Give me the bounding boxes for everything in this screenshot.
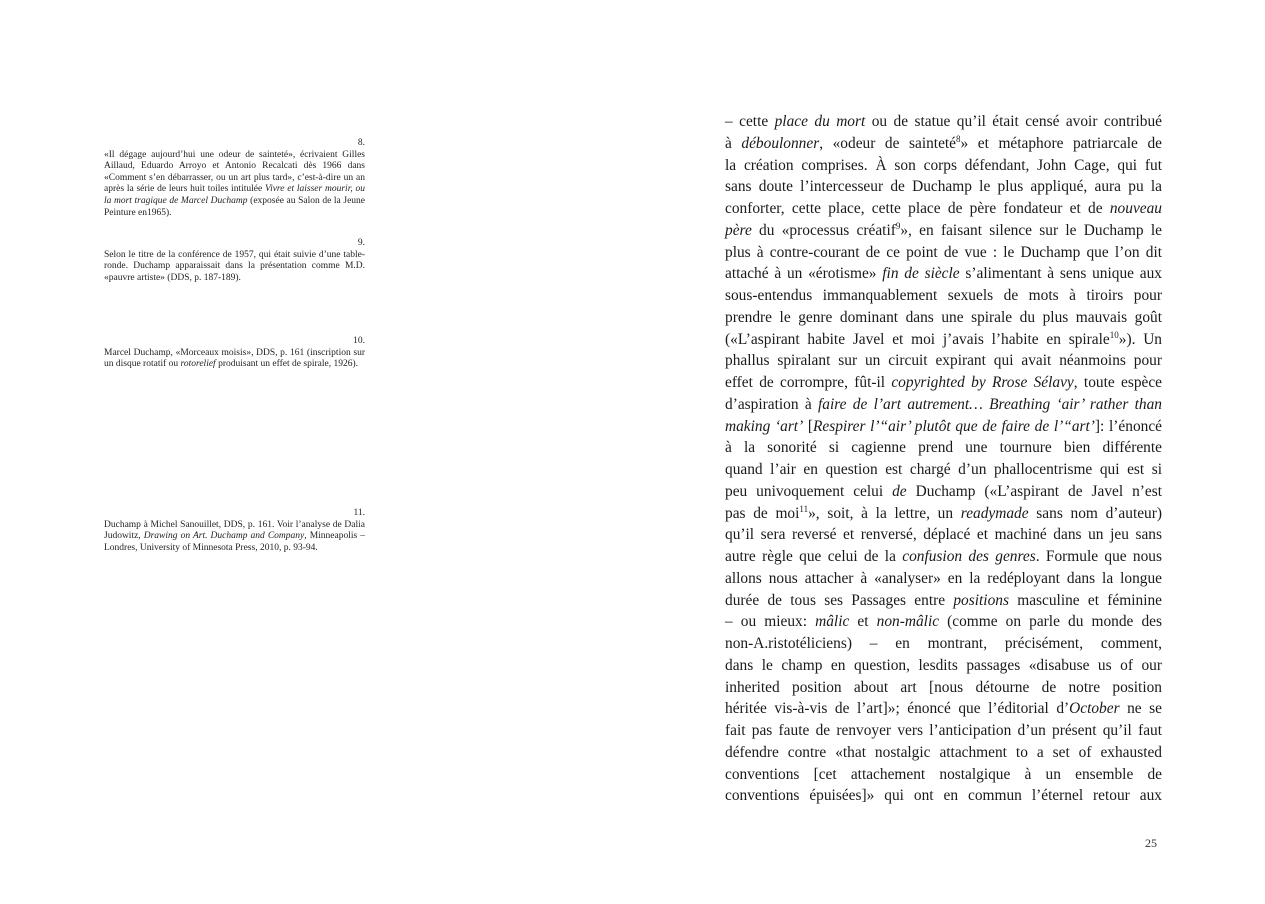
body-line bbox=[725, 437, 1162, 459]
text-segment: peu univoquement celui bbox=[725, 482, 893, 500]
footnote-reference: 10 bbox=[1109, 329, 1119, 340]
body-line bbox=[725, 133, 1162, 155]
footnote-8 bbox=[104, 138, 365, 219]
body-line bbox=[725, 329, 1162, 351]
footnote-text bbox=[104, 520, 365, 555]
text-segment: qu’il sera reversé et renversé, déplacé et machiné dans un jeu sans bbox=[725, 526, 1162, 544]
footnote-reference: 8 bbox=[956, 133, 961, 144]
italic-segment: positions bbox=[953, 591, 1009, 609]
text-segment: , toute espèce bbox=[1073, 374, 1163, 391]
text-segment: héritée vis-à-vis de l’art]»; énoncé que l’éditorial d’ bbox=[725, 700, 1070, 718]
body-line bbox=[725, 524, 1162, 546]
text-segment: masculine et féminine bbox=[1008, 591, 1163, 609]
text-segment: fait pas faute de renvoyer vers l’anticipation d’un présent qu’il faut bbox=[725, 722, 1162, 739]
text-segment: ]: l’énoncé bbox=[1094, 417, 1162, 435]
text-segment: effet de corrompre, fût-il bbox=[725, 374, 892, 391]
italic-segment: fin de siècle bbox=[882, 265, 960, 283]
text-segment: sous-entendus immanquablement sexuels de mots à tiroirs pour bbox=[725, 287, 1162, 304]
italic-segment: déboulonner bbox=[741, 134, 820, 152]
text-segment: attaché à un «érotisme» bbox=[725, 265, 883, 283]
footnote-segment: (exposée au Salon de la Jeune Peinture en1965). bbox=[104, 195, 365, 218]
body-text-column bbox=[725, 111, 1162, 807]
footnote-number: 8. bbox=[357, 138, 365, 148]
footnote-11 bbox=[104, 508, 365, 554]
text-segment: conventions épuisées]» qui ont en commun l’éternel retour aux bbox=[725, 787, 1162, 805]
text-segment: à la sonorité si cagienne prend une tournure bien différente bbox=[725, 439, 1162, 457]
text-segment: quand l’air en question est chargé d’un phallocentrisme qui est si bbox=[725, 461, 1162, 478]
text-segment: autre règle que celui de la bbox=[725, 548, 903, 565]
body-line bbox=[725, 568, 1162, 590]
text-segment: [ bbox=[803, 417, 814, 435]
text-segment: défendre contre «that nostalgic attachment to a set of exhausted bbox=[725, 743, 1162, 761]
body-line bbox=[725, 698, 1162, 720]
text-segment: et bbox=[849, 613, 877, 631]
footnote-text bbox=[104, 150, 365, 220]
text-segment: » et métaphore patriarcale de bbox=[960, 134, 1162, 152]
text-segment: sans doute l’intercesseur de Duchamp le plus appliqué, aura pu la bbox=[725, 178, 1162, 196]
text-segment: conforter, cette place, cette place de père fondateur et de bbox=[725, 200, 1110, 217]
body-line bbox=[725, 764, 1162, 786]
body-line bbox=[725, 633, 1162, 655]
text-segment: s’alimentant à sens unique aux bbox=[959, 265, 1162, 283]
footnote-text bbox=[104, 250, 365, 285]
footnote-segment: Selon le titre de la conférence de 1957, qui était suivie d’une table-ronde. Duchamp apparaissait dans la présentation comme M.D. «pauvre artiste» (DDS, p. 187-189). bbox=[104, 249, 365, 283]
text-segment: dans le champ en question, lesdits passages «disabuse us of our bbox=[725, 656, 1162, 674]
italic-segment: père bbox=[725, 221, 752, 239]
italic-segment: place du mort bbox=[774, 113, 866, 130]
body-line bbox=[725, 394, 1162, 416]
footnote-italic-segment: Drawing on Art. Duchamp and Company bbox=[143, 531, 305, 542]
body-line bbox=[725, 350, 1162, 372]
text-segment: – ou mieux: bbox=[725, 613, 816, 631]
text-segment: (comme on parle du monde des bbox=[939, 613, 1162, 631]
text-segment: à bbox=[725, 134, 742, 152]
body-line bbox=[725, 459, 1162, 481]
text-segment: pas de moi bbox=[725, 504, 800, 522]
text-segment: . Formule que nous bbox=[1035, 548, 1162, 565]
body-line bbox=[725, 176, 1162, 198]
italic-segment: faire de l’art autrement… Breathing ‘air’ rather than bbox=[817, 395, 1162, 413]
text-segment: d’aspiration à bbox=[725, 395, 818, 413]
page-number: 25 bbox=[1145, 836, 1157, 850]
body-line bbox=[725, 263, 1162, 285]
body-line bbox=[725, 785, 1162, 807]
body-line bbox=[725, 285, 1162, 307]
text-segment: », soit, à la lettre, un bbox=[808, 504, 961, 522]
body-line bbox=[725, 198, 1162, 220]
body-line bbox=[725, 111, 1162, 133]
text-segment: prendre le genre dominant dans une spirale du plus mauvais goût bbox=[725, 308, 1162, 326]
italic-segment: non-mâlic bbox=[876, 613, 940, 631]
text-segment: »). Un bbox=[1118, 330, 1163, 348]
body-line bbox=[725, 503, 1162, 525]
text-segment: ne se bbox=[1119, 700, 1162, 718]
text-segment: – cette bbox=[725, 113, 775, 130]
italic-segment: mâlic bbox=[815, 613, 850, 631]
italic-segment: October bbox=[1069, 700, 1120, 718]
text-segment: allons nous attacher à «analyser» en la redéployant dans la longue bbox=[725, 569, 1162, 587]
body-line bbox=[725, 590, 1162, 612]
body-line bbox=[725, 372, 1162, 394]
body-line bbox=[725, 307, 1162, 329]
text-segment: durée de tous ses Passages entre bbox=[725, 591, 954, 609]
footnote-9 bbox=[104, 238, 365, 284]
footnote-reference: 11 bbox=[799, 503, 809, 514]
text-segment: conventions [cet attachement nostalgique à un ensemble de bbox=[725, 765, 1162, 783]
text-segment: plus à contre-courant de ce point de vue : le Duchamp que l’on dit bbox=[725, 243, 1162, 261]
footnote-italic-segment: Vivre et laisser mourir, ou la mort tragique de Marcel Duchamp bbox=[104, 184, 365, 206]
footnote-text bbox=[104, 348, 365, 371]
body-line bbox=[725, 220, 1162, 242]
body-line bbox=[725, 155, 1162, 177]
body-line bbox=[725, 655, 1162, 677]
footnote-10 bbox=[104, 336, 365, 371]
body-line bbox=[725, 546, 1162, 568]
italic-segment: readymade bbox=[960, 504, 1029, 522]
italic-segment: copyrighted by Rrose Sélavy bbox=[891, 374, 1074, 391]
italic-segment: Respirer l’“air’ plutôt que de faire de l’“art’ bbox=[813, 417, 1095, 435]
body-line bbox=[725, 242, 1162, 264]
footnote-number: 9. bbox=[357, 238, 365, 248]
footnote-segment: Marcel Duchamp, «Morceaux moisis», DDS, p. 161 (inscription sur un disque rotatif ou bbox=[104, 347, 365, 370]
text-segment: la création comprises. À son corps défendant, John Cage, qui fut bbox=[725, 156, 1162, 174]
footnote-number: 10. bbox=[353, 336, 365, 346]
italic-segment: nouveau bbox=[1109, 200, 1162, 217]
body-line bbox=[725, 416, 1162, 438]
text-segment: », en faisant silence sur le Duchamp le bbox=[900, 221, 1162, 239]
footnote-italic-segment: rotorelief bbox=[180, 359, 216, 370]
footnote-segment: , Minneapolis – Londres, University of Minnesota Press, 2010, p. 93-94. bbox=[104, 531, 365, 553]
footnote-segment: «Il dégage aujourd’hui une odeur de sainteté», écrivaient Gilles Aillaud, Eduardo Arroyo et Antonio Recalcati dès 1966 dans «Comment s’en débarrasser, ou un art plus tard», c’est-à-dire un an après la série de leurs huit toiles intitulée bbox=[104, 149, 365, 195]
text-segment: non-A.ristotéliciens) – en montrant, précisément, comment, bbox=[725, 635, 1162, 652]
text-segment: Duchamp («L’aspirant de Javel n’est bbox=[906, 482, 1163, 500]
text-segment: inherited position about art [nous détourne de notre position bbox=[725, 678, 1162, 696]
footnote-number: 11. bbox=[353, 508, 365, 518]
body-line bbox=[725, 742, 1162, 764]
text-segment: phallus spiralant sur un circuit expirant qui avait néanmoins pour bbox=[725, 352, 1162, 370]
body-line bbox=[725, 677, 1162, 699]
text-segment: ou de statue qu’il était censé avoir contribué bbox=[865, 113, 1162, 130]
italic-segment: making ‘art’ bbox=[725, 417, 804, 435]
italic-segment: confusion des genres bbox=[902, 548, 1036, 565]
text-segment: , «odeur de sainteté bbox=[819, 134, 957, 152]
italic-segment: de bbox=[892, 482, 907, 500]
footnote-reference: 9 bbox=[895, 220, 901, 231]
body-line bbox=[725, 720, 1162, 742]
footnote-segment: produisant un effet de spirale, 1926). bbox=[215, 359, 358, 370]
text-segment: sans nom d’auteur) bbox=[1028, 504, 1162, 522]
body-line bbox=[725, 481, 1162, 503]
footnote-segment: Duchamp à Michel Sanouillet, DDS, p. 161. Voir l’analyse de Dalia Judowitz, bbox=[104, 519, 365, 542]
text-segment: du «processus créatif bbox=[751, 221, 896, 239]
body-line bbox=[725, 611, 1162, 633]
text-segment: («L’aspirant habite Javel et moi j’avais l’habite en spirale bbox=[725, 330, 1110, 348]
